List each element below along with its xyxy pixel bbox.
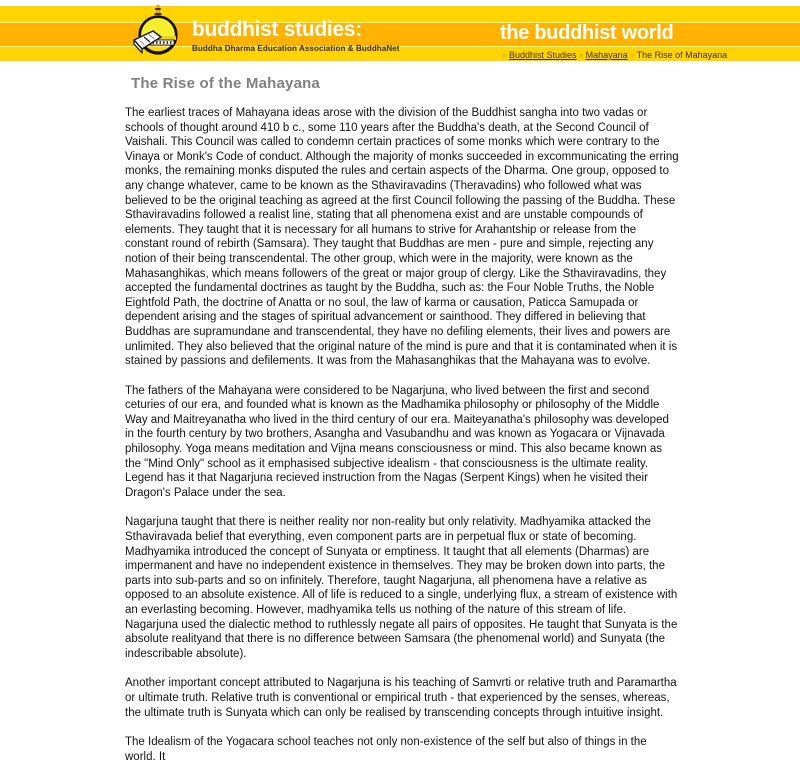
- page-title: The Rise of the Mahayana: [131, 75, 321, 92]
- section-title: the buddhist world: [500, 22, 674, 44]
- banner-stripe-orange: [0, 23, 800, 46]
- article-paragraph: The fathers of the Mahayana were considered to be Nagarjuna, who lived between the first and second ceturies of our era, and founded what is known as the Madhamika philosophy or philosophy of the Middle Way and Maitreyanatha who lived in the third century of our era. Maiteyanatha's philosophy was developed in the fourth century by two brothers, Asangha and Vasubandhu and was known as Yogacara or Vijnavada philosophy. Yoga means meditation and Vijna means consciousness or mind. This also became known as the "Mind Only" school as it emphasised subjective idealism - that consciousness is the ultimate reality. Legend has it that Nagarjuna recieved instruction from the Nagas (Serpent Kings) when he visited their Dragon's Palace under the sea.: [125, 384, 669, 499]
- banner-stripe-yellow-top: [0, 6, 800, 22]
- breadcrumb-current-page: The Rise of Mahayana: [636, 50, 728, 60]
- breadcrumb-separator-icon: »: [578, 50, 584, 60]
- breadcrumb: [500, 50, 727, 61]
- article-paragraph: Another important concept attributed to Nagarjuna is his teaching of Samvrti or relative truth and Paramartha or ultimate truth. Relative truth is conventional or empirical truth - that experienced by the senses, whereas, the ultimate truth is Sunyata which can only be realised by transcending concepts through intuitive insight.: [125, 677, 677, 719]
- breadcrumb-link-buddhist-studies[interactable]: Buddhist Studies: [509, 50, 577, 60]
- banner-stripe-white-bottom: [0, 61, 800, 62]
- stupa-book-logo-icon[interactable]: [131, 4, 185, 58]
- site-banner: [0, 0, 800, 62]
- article-body: [125, 92, 680, 764]
- article-paragraph: Nagarjuna taught that there is neither reality nor non-reality but only relativity. Madhyamika attacked the Sthaviravada belief that everything, even component parts are in perpetual flux or state of becoming. Madhyamika introduced the concept of Sunyata or emptiness. It taught that all elements (Dharmas) are impermanent and have no independent existence in themselves. They may be broken down into parts, the parts into sub-parts and so on infinitely. Therefore, taught Nagarjuna, all phenomena have a relative as opposed to an absolute existence. All of life is reduced to a single, underlying flux, a stream of existence with an everlasting becoming. However, madhyamika tells us nothing of the nature of this stream of life. Nagarjuna used the dialectic method to ruthlessly negate all pairs of opposites. He taught that Sunyata is the absolute realityand that there is no difference between Samsara (the phenomenal world) and Sunyata (the indescribable absolute).: [125, 516, 678, 660]
- article-paragraph: The earliest traces of Mahayana ideas arose with the division of the Buddhist sangha into two vadas or schools of thought around 410 b c., some 110 years after the Buddha's death, at the Second Council of Vaishali. This Council was called to condemn certain practices of some monks which were contrary to the Vinaya or Monk's Code of conduct. Although the majority of monks succeeded in excommunicating the erring monks, the remaining monks disputed the rules and certain aspects of the Dharma. One group, opposed to any change whatever, came to be known as the Sthaviravadins (Theravadins) who followed what was believed to be the original teaching as agreed at the first Council following the passing of the Buddha. These Sthaviravadins followed a realist line, stating that all phenomena exist and are unstable compounds of elements. They taught that it is necessary for all humans to strive for Arahantship or release from the constant round of rebirth (Samsara). They taught that Buddhas are men - pure and simple, rejecting any notion of their being transcendental. The other group, which were in the majority, were known as the Mahasanghikas, which means followers of the great or major group of clergy. Like the Sthaviravadins, they accepted the fundamental doctrines as taught by the Buddha, such as: the Four Noble Truths, the Noble Eightfold Path, the doctrine of Anatta or no soul, the law of karma or causation, Paticca Samupada or dependent arising and the stages of spiritual advancement or sainthood. They differed in believing that Buddhas are supramundane and transcendental, they have no defiling elements, their lives and powers are unlimited. They also believed that the original nature of the mind is pure and that it is contaminated when it is stained by passions and defilements. It was from the Mahasanghikas that the Mahayana was to evolve.: [125, 107, 679, 368]
- article-paragraph: The Idealism of the Yogacara school teaches not only non-existence of the self but also of things in the world. It: [125, 736, 647, 763]
- brand-title: buddhist studies:: [192, 18, 362, 41]
- page-content: [0, 62, 800, 764]
- breadcrumb-separator-icon: »: [502, 50, 508, 60]
- breadcrumb-link-mahayana[interactable]: Mahayana: [585, 50, 628, 60]
- brand-subtitle: Buddha Dharma Education Association & BuddhaNet: [192, 44, 400, 53]
- breadcrumb-separator-icon: »: [629, 50, 635, 60]
